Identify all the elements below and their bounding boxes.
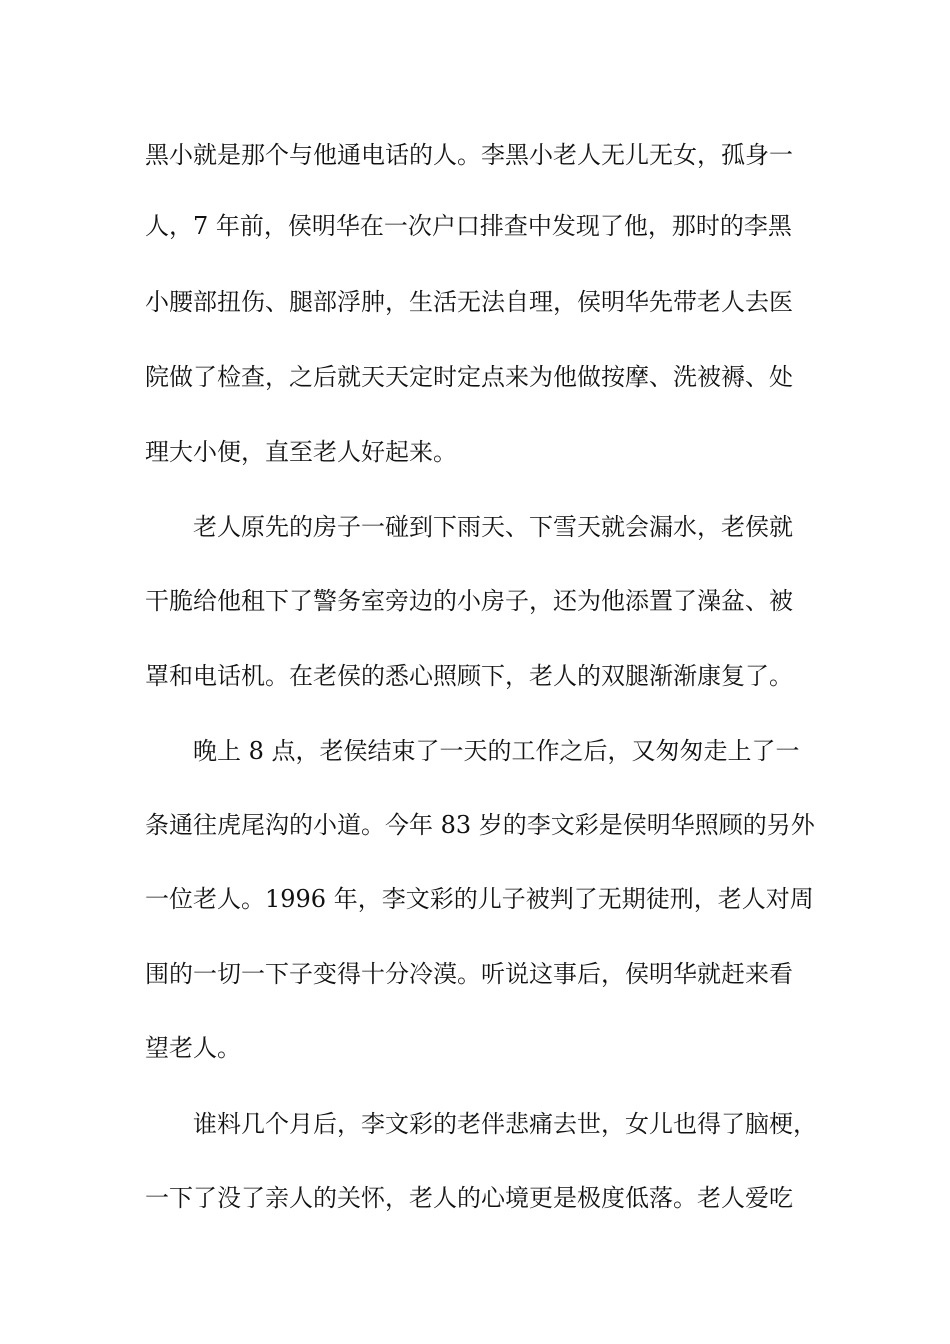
text-line: 院做了检查，之后就天天定时定点来为他做按摩、洗被褥、处	[145, 363, 793, 391]
text-line: 干脆给他租下了警务室旁边的小房子，还为他添置了澡盆、被	[145, 587, 793, 615]
text-line: 人，7 年前，侯明华在一次户口排查中发现了他，那时的李黑	[145, 212, 792, 240]
text-line: 黑小就是那个与他通电话的人。李黑小老人无儿无女，孤身一	[145, 141, 793, 169]
text-line: 小腰部扭伤、腿部浮肿，生活无法自理，侯明华先带老人去医	[145, 288, 793, 316]
text-line: 条通往虎尾沟的小道。今年 83 岁的李文彩是侯明华照顾的另外	[145, 811, 815, 839]
text-line: 一位老人。1996 年，李文彩的儿子被判了无期徒刑，老人对周	[145, 885, 814, 913]
text-line: 谁料几个月后，李文彩的老伴悲痛去世，女儿也得了脑梗，	[193, 1110, 817, 1138]
text-line: 晚上 8 点，老侯结束了一天的工作之后，又匆匆走上了一	[193, 737, 800, 765]
text-line: 罩和电话机。在老侯的悉心照顾下，老人的双腿渐渐康复了。	[145, 662, 793, 690]
text-line: 一下了没了亲人的关怀，老人的心境更是极度低落。老人爱吃	[145, 1184, 793, 1212]
text-line: 围的一切一下子变得十分冷漠。听说这事后，侯明华就赶来看	[145, 960, 793, 988]
text-line: 老人原先的房子一碰到下雨天、下雪天就会漏水，老侯就	[193, 513, 793, 541]
text-line: 理大小便，直至老人好起来。	[145, 438, 457, 466]
text-line: 望老人。	[145, 1034, 241, 1062]
